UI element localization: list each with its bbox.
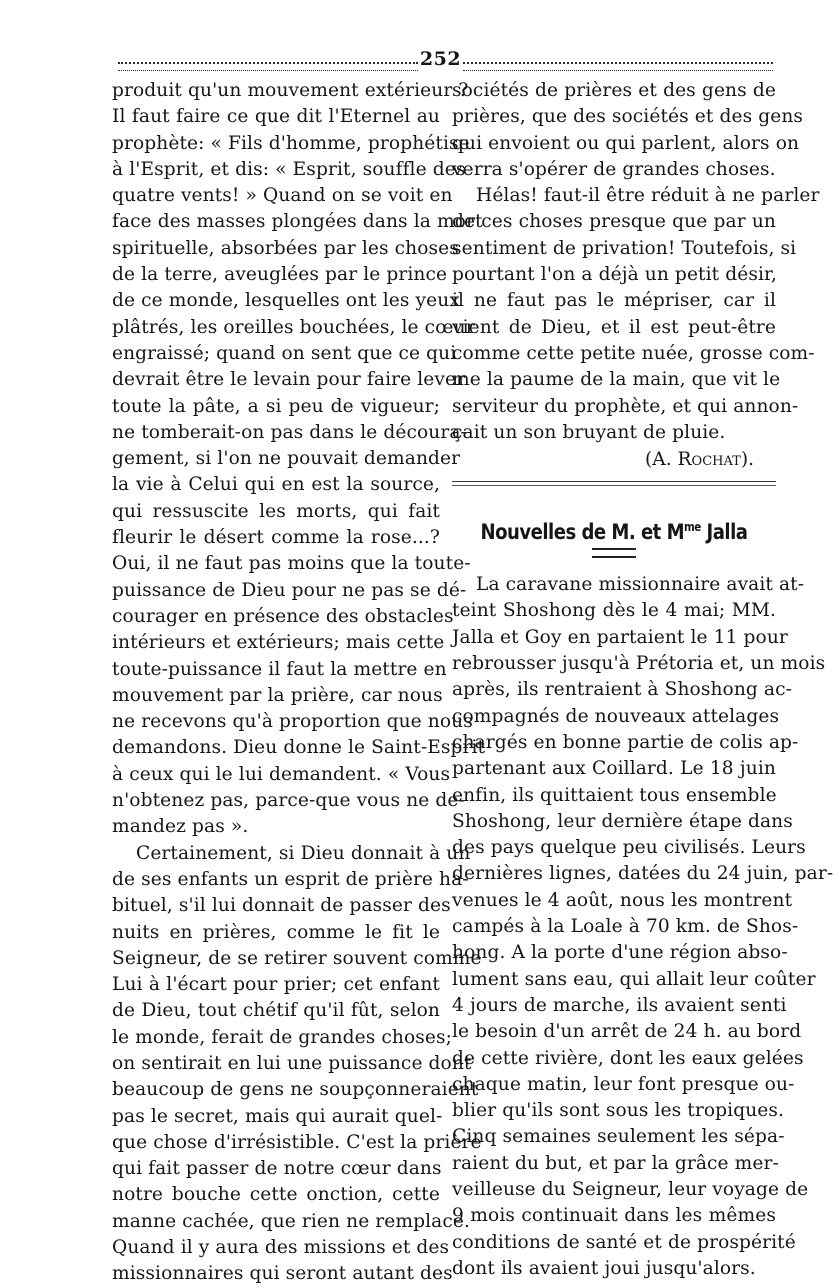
text-line: Lui à l'écart pour prier; cet enfant (112, 974, 440, 996)
page-number: 252 (419, 48, 462, 70)
section-title-superscript: me (684, 520, 701, 535)
text-line: demandons. Dieu donne le Saint-Esprit (112, 737, 486, 759)
text-line: n'obtenez pas, parce-que vous ne de- (112, 790, 465, 812)
text-line: sentiment de privation! Toutefois, si (452, 237, 797, 259)
text-line: produit qu'un mouvement extérieur ? (112, 80, 469, 101)
text-line: ne recevons qu'à proportion que nous (112, 711, 473, 733)
text-line: on sentirait en lui une puissance dont (112, 1052, 472, 1074)
left-column (112, 78, 486, 1288)
text-line: ne tomberait-on pas dans le découra- (112, 421, 467, 443)
text-line: raient du but, et par la grâce mer- (452, 1152, 779, 1174)
text-line: dernières lignes, datées du 24 juin, par- (452, 863, 833, 885)
signature-name: Rochat (677, 449, 741, 471)
text-line: Oui, il ne faut pas moins que la toute- (112, 553, 471, 575)
text-line: chargés en bonne partie de colis ap- (452, 731, 799, 753)
text-line: dont ils avaient joui jusqu'alors. (452, 1257, 756, 1279)
text-line: venues le 4 août, nous les montrent (452, 889, 793, 911)
text-line: la vie à Celui qui en est la source, (112, 474, 440, 496)
text-line: compagnés de nouveaux attelages (452, 705, 780, 727)
text-line: de cette rivière, dont les eaux gelées (452, 1047, 804, 1069)
text-line: Il faut faire ce que dit l'Eternel au (112, 106, 440, 128)
text-line: qui ressuscite les morts, qui fait (112, 500, 440, 522)
text-line: partenant aux Coillard. Le 18 juin (452, 758, 776, 780)
text-line: La caravane missionnaire avait at- (476, 574, 805, 596)
text-line: prières, que des sociétés et des gens (452, 106, 804, 128)
text-line: hong. A la porte d'une région abso- (452, 942, 788, 964)
text-line: sociétés de prières et des gens de (452, 80, 776, 101)
text-line: des pays quelque peu civilisés. Leurs (452, 837, 806, 859)
text-line: bituel, s'il lui donnait de passer des (112, 895, 451, 917)
text-line: toute la pâte, a si peu de vigueur; (112, 395, 440, 417)
text-line: serviteur du prophète, et qui annon- (452, 395, 799, 417)
text-line: de ces choses presque que par un (452, 211, 776, 233)
section-title-name: Jalla (700, 520, 748, 545)
text-line: qui envoient ou qui parlent, alors on (452, 132, 800, 154)
text-line: prophète: « Fils d'homme, prophétise (112, 132, 470, 154)
text-line: que chose d'irrésistible. C'est la prière (112, 1131, 482, 1153)
text-line: çait un son bruyant de pluie. (452, 421, 726, 443)
text-line: campés à la Loale à 70 km. de Shos- (452, 916, 799, 938)
text-line: plâtrés, les oreilles bouchées, le cœur (112, 316, 475, 338)
text-line: Shoshong, leur dernière étape dans (452, 810, 793, 832)
text-line: spirituelle, absorbées par les choses (112, 237, 459, 259)
text-line: pas le secret, mais qui aurait quel- (112, 1105, 443, 1127)
text-line: Seigneur, de se retirer souvent comme (112, 947, 482, 969)
header-ornament-right (463, 62, 773, 71)
text-line: blier qu'ils sont sous les tropiques. (452, 1100, 785, 1122)
text-line: il ne faut pas le mépriser, car il (452, 290, 776, 312)
text-line: comme cette petite nuée, grosse com- (452, 342, 815, 364)
text-line: Quand il y aura des missions et des (112, 1237, 450, 1259)
text-line: le monde, ferait de grandes choses; (112, 1026, 453, 1048)
right-column-continuation (452, 78, 820, 446)
text-line: pourtant l'on a déjà un petit désir, (452, 264, 777, 286)
text-line: devrait être le levain pour faire lever (112, 369, 466, 391)
right-column (452, 78, 833, 1282)
header-ornament-left (118, 62, 418, 71)
text-line: après, ils rentraient à Shoshong ac- (452, 679, 792, 701)
text-line: manne cachée, que rien ne remplace. (112, 1210, 470, 1232)
text-line: nuits en prières, comme le fit le (112, 921, 440, 943)
text-line: intérieurs et extérieurs; mais cette (112, 632, 445, 654)
signature (452, 446, 776, 474)
text-line: verra s'opérer de grandes choses. (452, 158, 776, 180)
text-line: Cinq semaines seulement les sépa- (452, 1126, 785, 1148)
text-line: fleurir le désert comme la rose...? (112, 527, 440, 549)
text-line: mouvement par la prière, car nous (112, 684, 443, 706)
text-line: toute-puissance il faut la mettre en (112, 658, 447, 680)
text-line: chaque matin, leur font presque ou- (452, 1073, 795, 1095)
section-title (475, 512, 754, 545)
text-line: de la terre, aveuglées par le prince (112, 264, 448, 286)
page-header (118, 48, 773, 74)
article-body (452, 572, 833, 1282)
text-line: vient de Dieu, et il est peut-être (452, 316, 776, 338)
text-line: de ses enfants un esprit de prière ha- (112, 868, 469, 890)
title-rule (592, 548, 636, 558)
text-line: le besoin d'un arrêt de 24 h. au bord (452, 1021, 802, 1043)
text-line: mandez pas ». (112, 816, 249, 838)
text-line: Hélas! faut-il être réduit à ne parler (476, 185, 820, 207)
text-line: 4 jours de marche, ils avaient senti (452, 994, 787, 1016)
text-line: teint Shoshong dès le 4 mai; MM. (452, 600, 776, 622)
text-line: courager en présence des obstacles (112, 605, 454, 627)
text-line: puissance de Dieu pour ne pas se dé- (112, 579, 467, 601)
text-line: 9 mois continuait dans les mêmes (452, 1205, 776, 1227)
text-line: enfin, ils quittaient tous ensemble (452, 784, 777, 806)
signature-close: ). (740, 449, 754, 471)
signature-open: (A. (645, 449, 678, 471)
text-line: veilleuse du Seigneur, leur voyage de (452, 1178, 809, 1200)
text-line: qui fait passer de notre cœur dans (112, 1158, 442, 1180)
text-line: conditions de santé et de prospérité (452, 1231, 796, 1253)
text-line: lument sans eau, qui allait leur coûter (452, 968, 816, 990)
text-line: notre bouche cette onction, cette (112, 1184, 440, 1206)
text-line: quatre vents! » Quand on se voit en (112, 185, 453, 207)
text-line: à l'Esprit, et dis: « Esprit, souffle des (112, 158, 466, 180)
text-line: me la paume de la main, que vit le (452, 369, 781, 391)
text-line: engraissé; quand on sent que ce qui (112, 342, 457, 364)
text-line: missionnaires qui seront autant des (112, 1263, 453, 1285)
text-line: gement, si l'on ne pouvait demander (112, 448, 461, 470)
section-title-main: Nouvelles de M. et M (480, 520, 685, 545)
text-line: de Dieu, tout chétif qu'il fût, selon (112, 1000, 440, 1022)
text-line: de ce monde, lesquelles ont les yeux (112, 290, 460, 312)
text-line: Certainement, si Dieu donnait à un (136, 842, 471, 864)
text-line: Jalla et Goy en partaient le 11 pour (452, 626, 788, 648)
section-divider (452, 478, 776, 490)
text-line: rebrousser jusqu'à Prétoria et, un mois (452, 653, 826, 675)
text-line: beaucoup de gens ne soupçonneraient (112, 1079, 479, 1101)
text-line: face des masses plongées dans la mort (112, 211, 483, 233)
text-line: à ceux qui le lui demandent. « Vous (112, 763, 451, 785)
